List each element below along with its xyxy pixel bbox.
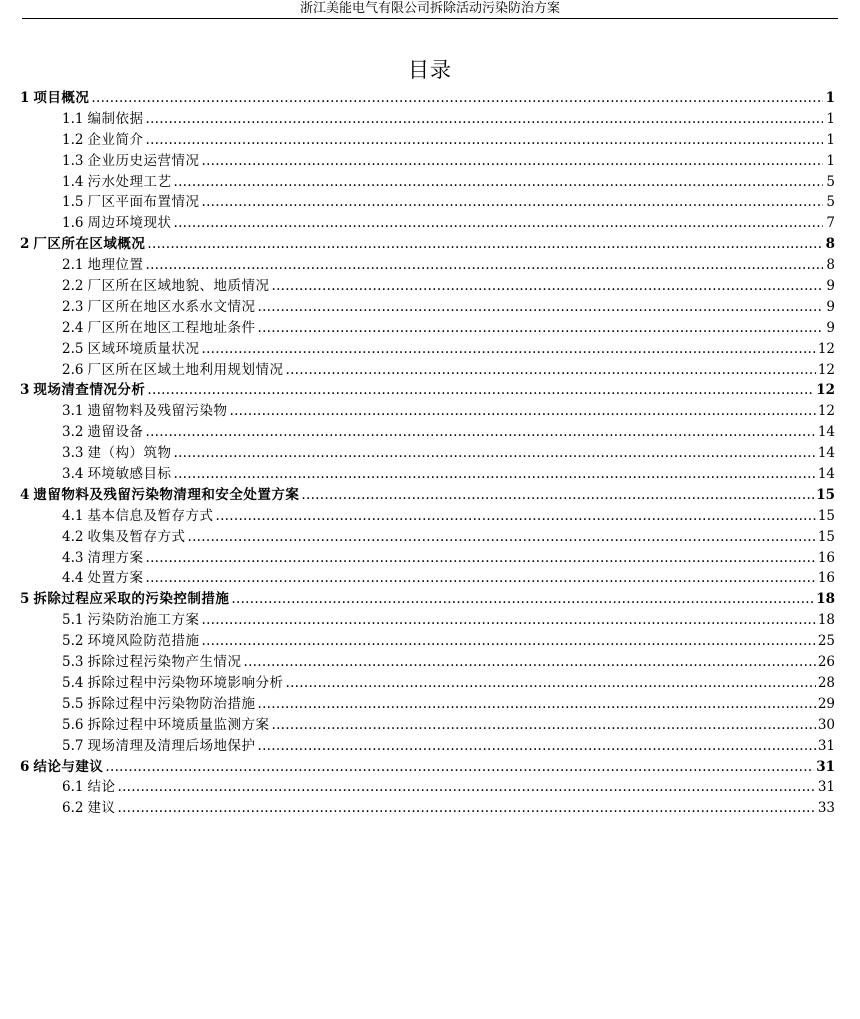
toc-page-number: 26 xyxy=(817,654,835,671)
toc-entry-number: 2.5 xyxy=(62,340,84,357)
toc-entry-number: 3.3 xyxy=(62,445,84,462)
toc-dot-leader xyxy=(201,610,815,631)
toc-entry-label: 厂区所在区域土地利用规划情况 xyxy=(87,361,284,378)
toc-dot-leader xyxy=(215,506,815,527)
toc-page-number: 28 xyxy=(817,674,835,691)
toc-entry-number: 1 xyxy=(20,90,30,106)
toc-page-number: 31 xyxy=(817,737,835,754)
toc-page-number: 31 xyxy=(817,779,835,796)
toc-chapter-entry[interactable] xyxy=(20,88,835,109)
toc-entry-number: 2.3 xyxy=(62,298,84,315)
toc-section-entry[interactable] xyxy=(20,715,835,736)
toc-entry-label: 遗留物料及残留污染物 xyxy=(87,403,228,420)
toc-dot-leader xyxy=(285,673,815,694)
toc-section-entry[interactable] xyxy=(20,297,835,318)
toc-entry-label: 污染防治施工方案 xyxy=(87,612,200,629)
toc-page-number: 14 xyxy=(817,445,835,462)
toc-section-entry[interactable] xyxy=(20,255,835,276)
toc-entry-number: 2.2 xyxy=(62,278,84,295)
toc-dot-leader xyxy=(231,589,814,610)
toc-dot-leader xyxy=(147,234,823,255)
toc-entry-number: 1.5 xyxy=(62,194,84,211)
toc-dot-leader xyxy=(145,548,815,569)
toc-page-number: 8 xyxy=(826,257,835,274)
toc-page-number: 9 xyxy=(826,298,835,315)
toc-entry-number: 1.6 xyxy=(62,215,84,232)
toc-dot-leader xyxy=(145,109,823,130)
toc-entry-number: 5.5 xyxy=(62,695,84,712)
toc-page-number: 18 xyxy=(816,591,835,608)
toc-entry-number: 3.4 xyxy=(62,466,84,483)
toc-section-entry[interactable] xyxy=(20,652,835,673)
toc-section-entry[interactable] xyxy=(20,276,835,297)
toc-entry-label: 遗留设备 xyxy=(87,424,144,441)
toc-dot-leader xyxy=(145,422,815,443)
toc-page-number: 1 xyxy=(826,152,835,169)
toc-page-number: 5 xyxy=(826,194,835,211)
toc-entry-number: 3 xyxy=(20,382,30,399)
toc-entry-label: 拆除过程中环境质量监测方案 xyxy=(87,716,270,733)
toc-dot-leader xyxy=(147,380,814,401)
toc-dot-leader xyxy=(257,736,815,757)
toc-page-number: 14 xyxy=(817,424,835,441)
toc-dot-leader xyxy=(145,130,823,151)
toc-entry-number: 1.1 xyxy=(62,110,84,127)
toc-entry-number: 1.2 xyxy=(62,131,84,148)
toc-entry-label: 周边环境现状 xyxy=(87,215,172,232)
toc-entry-number: 5.4 xyxy=(62,674,84,691)
toc-entry-number: 2.6 xyxy=(62,361,84,378)
toc-chapter-entry[interactable] xyxy=(20,589,835,610)
toc-section-entry[interactable] xyxy=(20,339,835,360)
toc-entry-number: 4.2 xyxy=(62,528,84,545)
toc-dot-leader xyxy=(105,757,814,778)
running-title: 浙江美能电气有限公司拆除活动污染防治方案 xyxy=(299,1,560,16)
toc-dot-leader xyxy=(271,276,823,297)
toc-dot-leader xyxy=(257,318,823,339)
toc-dot-leader xyxy=(173,213,823,234)
toc-entry-label: 区域环境质量状况 xyxy=(87,340,200,357)
toc-section-entry[interactable] xyxy=(20,318,835,339)
toc-page-number: 16 xyxy=(817,549,835,566)
toc-entry-number: 1.3 xyxy=(62,152,84,169)
toc-page-number: 7 xyxy=(826,215,835,232)
toc-entry-number: 2.1 xyxy=(62,257,84,274)
toc-section-entry[interactable] xyxy=(20,443,835,464)
toc-page-number: 1 xyxy=(825,90,835,106)
toc-dot-leader xyxy=(117,798,815,819)
toc-section-entry[interactable] xyxy=(20,736,835,757)
toc-entry-number: 6 xyxy=(20,758,30,775)
toc-section-entry[interactable] xyxy=(20,172,835,193)
toc-entry-number: 4.3 xyxy=(62,549,84,566)
toc-entry-number: 6.1 xyxy=(62,779,84,796)
toc-page-number: 12 xyxy=(817,403,835,420)
toc-section-entry[interactable] xyxy=(20,548,835,569)
toc-entry-label: 清理方案 xyxy=(87,549,144,566)
toc-entry-number: 5.2 xyxy=(62,633,84,650)
toc-section-entry[interactable] xyxy=(20,798,835,819)
page-title: 目录 xyxy=(408,58,452,82)
toc-entry-number: 5.3 xyxy=(62,654,84,671)
toc-page-number: 29 xyxy=(817,695,835,712)
toc-page-number: 16 xyxy=(817,570,835,587)
toc-entry-label: 地理位置 xyxy=(87,257,144,274)
toc-entry-label: 拆除过程污染物产生情况 xyxy=(87,654,242,671)
toc-entry-number: 3.2 xyxy=(62,424,84,441)
toc-dot-leader xyxy=(117,777,815,798)
toc-section-entry[interactable] xyxy=(20,464,835,485)
running-header xyxy=(22,0,838,19)
toc-section-entry[interactable] xyxy=(20,673,835,694)
toc-entry-label: 企业历史运营情况 xyxy=(87,152,200,169)
toc-entry-number: 5.7 xyxy=(62,737,84,754)
toc-entry-number: 5.1 xyxy=(62,612,84,629)
toc-entry-label: 基本信息及暂存方式 xyxy=(87,507,214,524)
toc-dot-leader xyxy=(201,151,823,172)
toc-entry-label: 拆除过程中污染物防治措施 xyxy=(87,695,256,712)
toc-entry-label: 现场清查情况分析 xyxy=(33,382,146,399)
toc-section-entry[interactable] xyxy=(20,694,835,715)
toc-page-number: 15 xyxy=(816,486,835,503)
toc-dot-leader xyxy=(173,443,815,464)
toc-page-number: 12 xyxy=(817,340,835,357)
toc-page-number: 15 xyxy=(817,507,835,524)
toc-entry-label: 污水处理工艺 xyxy=(87,173,172,190)
toc-entry-label: 环境敏感目标 xyxy=(87,466,172,483)
toc-page-number: 1 xyxy=(826,110,835,127)
toc-section-entry[interactable] xyxy=(20,631,835,652)
toc-entry-number: 4.4 xyxy=(62,570,84,587)
toc-page-number: 30 xyxy=(817,716,835,733)
toc-entry-label: 厂区所在区域概况 xyxy=(33,236,146,253)
toc-section-entry[interactable] xyxy=(20,568,835,589)
toc-dot-leader xyxy=(301,485,814,506)
toc-entry-label: 厂区平面布置情况 xyxy=(87,194,200,211)
toc-entry-number: 5 xyxy=(20,591,30,608)
toc-entry-number: 3.1 xyxy=(62,403,84,420)
toc-page-number: 9 xyxy=(826,319,835,336)
toc-entry-label: 现场清理及清理后场地保护 xyxy=(87,737,256,754)
toc-entry-label: 拆除过程中污染物环境影响分析 xyxy=(87,674,284,691)
toc-page-number: 8 xyxy=(825,236,835,253)
toc-entry-number: 2.4 xyxy=(62,319,84,336)
toc-page-number: 12 xyxy=(816,382,835,399)
toc-chapter-entry[interactable] xyxy=(20,234,835,255)
toc-dot-leader xyxy=(257,297,823,318)
toc-entry-label: 编制依据 xyxy=(87,110,144,127)
toc-entry-label: 环境风险防范措施 xyxy=(87,633,200,650)
table-of-contents xyxy=(20,88,835,819)
toc-entry-label: 收集及暂存方式 xyxy=(87,528,186,545)
toc-entry-label: 项目概况 xyxy=(33,90,90,106)
toc-dot-leader xyxy=(271,715,815,736)
toc-dot-leader xyxy=(91,88,823,109)
toc-entry-label: 结论 xyxy=(87,779,116,796)
toc-entry-label: 拆除过程应采取的污染控制措施 xyxy=(33,591,230,608)
toc-entry-label: 结论与建议 xyxy=(33,758,104,775)
toc-dot-leader xyxy=(201,339,815,360)
toc-page-number: 18 xyxy=(817,612,835,629)
toc-dot-leader xyxy=(201,192,823,213)
toc-dot-leader xyxy=(187,527,815,548)
toc-chapter-entry[interactable] xyxy=(20,485,835,506)
toc-section-entry[interactable] xyxy=(20,422,835,443)
toc-dot-leader xyxy=(285,360,815,381)
toc-entry-label: 厂区所在地区水系水文情况 xyxy=(87,298,256,315)
toc-page-number: 33 xyxy=(817,800,835,817)
toc-page-number: 25 xyxy=(817,633,835,650)
toc-page-number: 1 xyxy=(826,131,835,148)
toc-entry-number: 2 xyxy=(20,236,30,253)
toc-dot-leader xyxy=(173,464,815,485)
toc-dot-leader xyxy=(243,652,815,673)
toc-entry-number: 4.1 xyxy=(62,507,84,524)
toc-page-number: 5 xyxy=(826,173,835,190)
toc-entry-label: 建议 xyxy=(87,800,116,817)
toc-dot-leader xyxy=(229,401,815,422)
toc-dot-leader xyxy=(257,694,815,715)
toc-entry-number: 5.6 xyxy=(62,716,84,733)
toc-entry-label: 厂区所在区域地貌、地质情况 xyxy=(87,278,270,295)
toc-page-number: 14 xyxy=(817,466,835,483)
toc-dot-leader xyxy=(201,631,815,652)
toc-section-entry[interactable] xyxy=(20,401,835,422)
toc-section-entry[interactable] xyxy=(20,130,835,151)
toc-section-entry[interactable] xyxy=(20,527,835,548)
toc-entry-label: 厂区所在地区工程地址条件 xyxy=(87,319,256,336)
toc-section-entry[interactable] xyxy=(20,213,835,234)
toc-section-entry[interactable] xyxy=(20,109,835,130)
toc-entry-number: 1.4 xyxy=(62,173,84,190)
toc-entry-label: 建（构）筑物 xyxy=(87,445,172,462)
toc-page-number: 15 xyxy=(817,528,835,545)
toc-dot-leader xyxy=(173,172,823,193)
toc-dot-leader xyxy=(145,568,815,589)
toc-entry-label: 处置方案 xyxy=(87,570,144,587)
toc-entry-number: 6.2 xyxy=(62,800,84,817)
toc-entry-number: 4 xyxy=(20,486,30,503)
toc-page-number: 12 xyxy=(817,361,835,378)
toc-section-entry[interactable] xyxy=(20,506,835,527)
toc-section-entry[interactable] xyxy=(20,610,835,631)
toc-section-entry[interactable] xyxy=(20,360,835,381)
toc-section-entry[interactable] xyxy=(20,192,835,213)
toc-page-number: 31 xyxy=(816,758,835,775)
toc-chapter-entry[interactable] xyxy=(20,380,835,401)
toc-entry-label: 企业简介 xyxy=(87,131,144,148)
toc-section-entry[interactable] xyxy=(20,151,835,172)
toc-section-entry[interactable] xyxy=(20,777,835,798)
toc-dot-leader xyxy=(145,255,823,276)
toc-page-number: 9 xyxy=(826,278,835,295)
toc-entry-label: 遗留物料及残留污染物清理和安全处置方案 xyxy=(33,486,300,503)
toc-chapter-entry[interactable] xyxy=(20,757,835,778)
